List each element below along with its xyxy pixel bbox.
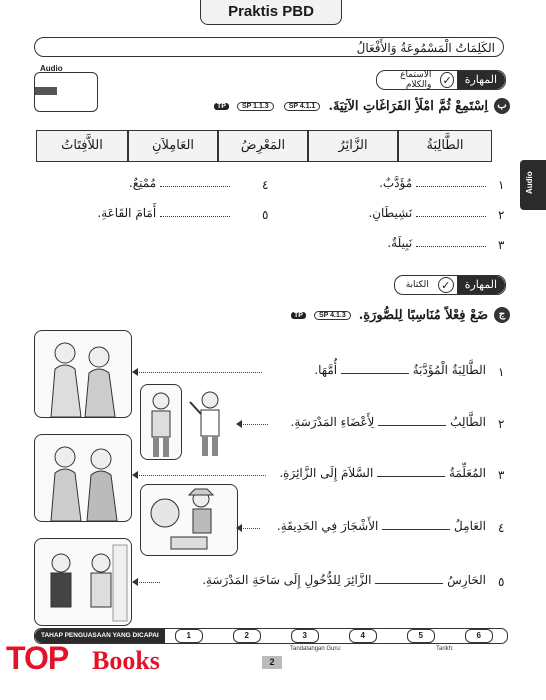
picture-guard [34,538,132,626]
sentence-item [314,363,486,377]
item-number: ١ [498,178,505,192]
audio-side-tab [520,160,546,210]
arrow-line [136,582,160,583]
sp-code: SP 4.1.1 [284,102,321,111]
gardener-illustration [141,485,237,555]
arrow-line [136,475,266,476]
teacher-illustration [35,435,131,521]
fill-item [129,176,230,190]
sentence-end: السَّلاَمَ إِلَى الزَّائِرَةِ. [279,466,374,480]
picture-gardener [140,484,238,556]
sentence-end: لِأَعْضَاءِ المَدْرَسَةِ. [290,415,375,429]
watermark-top: TOP [6,640,69,676]
arrow-icon [236,524,242,532]
sentence-start: المُعَلِّمَةُ [448,466,486,480]
instruction-c-text: ضَعْ فِعْلاً مُنَاسِبًا لِلصُّورَةِ. [358,307,488,323]
boy-waving-illustration [186,384,232,458]
instruction-b-text: اِسْتَمِعْ ثُمَّ امْلَأِ الفَرَاغَاتِ الآتِيَةَ. [328,98,488,114]
level-box[interactable]: 5 [407,629,435,643]
item-number: ٤ [498,521,505,535]
item-text: مُمْتِعٌ. [128,176,157,190]
topic-bar: الكَلِمَاتُ الْمَسْمُوعَةُ وَالأَفْعَالُ [34,37,504,57]
sp-code: SP 1.1.3 [237,102,274,111]
sentence-item [202,573,486,587]
side-tab-label: Audio [525,171,534,194]
skill-sub-label: الاستماع والكلام [400,70,432,90]
item-text: مُؤَدَّبٌ. [379,176,413,190]
section-letter-c: ج [494,307,510,323]
picture-boy-right [186,384,232,458]
word-bank-item: الزَّائِرُ [308,130,398,162]
item-text: نَشِيطَانِ. [368,206,413,220]
fill-item [97,206,230,220]
teacher-signature-label: Tandatangan Guru: [290,646,342,652]
arrow-line [240,424,268,425]
arrow-icon [132,368,138,376]
sentence-end: الزَّائِرَ لِلدُّخُولِ إِلَى سَاحَةِ المَدْرَسَةِ. [202,573,372,587]
blank-line[interactable] [377,476,445,477]
instruction-c [291,307,510,323]
blank-line[interactable] [382,529,450,530]
picture-boy-left [140,384,182,460]
audio-label: Audio [40,64,63,73]
instruction-b [214,98,510,114]
arrow-icon [236,420,242,428]
level-box[interactable]: 2 [233,629,261,643]
skill-sub-label: الكتابة [405,280,429,290]
sp-code: SP 4.1.3 [314,311,351,320]
sentence-start: الطَّالِبُ [450,415,486,429]
section-letter-b: ب [494,98,510,114]
skill-main-label: المهارة [457,71,505,89]
mastery-label: TAHAP PENGUASAAN YANG DICAPAI [35,629,165,643]
item-number: ٢ [498,417,505,431]
sentence-start: الطَّالِبَةُ الْمُؤَدَّبَةُ [412,363,486,377]
fill-item [379,176,486,190]
watermark-books: Books [92,646,160,675]
greeting-illustration [35,331,131,417]
sentence-start: الحَارِسُ [447,573,486,587]
audio-box[interactable] [34,72,98,112]
level-box[interactable]: 4 [349,629,377,643]
item-number: ٥ [498,575,505,589]
picture-teacher-greeting [34,434,132,522]
blank-line[interactable] [416,186,486,187]
sentence-end: أُمَّهَا. [314,363,338,377]
word-bank-item: العَامِلاَنِ [128,130,218,162]
fill-item [387,236,486,250]
tp-badge: TP [214,103,229,110]
blank-line[interactable] [160,186,230,187]
skill-main-label: المهارة [457,276,505,294]
mastery-bar [34,628,508,644]
item-number: ١ [498,365,505,379]
blank-line[interactable] [416,246,486,247]
boy-illustration [141,385,181,459]
arrow-line [240,528,260,529]
check-icon: ✓ [440,72,453,88]
blank-line[interactable] [416,216,486,217]
date-label: Tarikh: [436,646,454,652]
fill-item [368,206,486,220]
sentence-end: الأَشْجَارَ فِي الحَدِيقَةِ. [276,519,379,533]
item-text: نَبِيلَةٌ. [387,236,413,250]
blank-line[interactable] [375,583,443,584]
check-icon: ✓ [438,277,454,293]
arrow-line [136,372,262,373]
word-bank-item: اللاَّفِتَاتُ [36,130,128,162]
sentence-start: العَامِلُ [454,519,486,533]
level-box[interactable]: 3 [291,629,319,643]
blank-line[interactable] [160,216,230,217]
picture-student-greeting [34,330,132,418]
sentence-item [279,466,486,480]
level-box[interactable]: 1 [175,629,203,643]
arrow-icon [132,471,138,479]
page-number: 2 [262,656,282,669]
guard-illustration [35,539,131,625]
item-number: ٣ [498,468,505,482]
blank-line[interactable] [378,425,446,426]
skill-pill-listening [376,70,506,90]
tp-badge: TP [291,312,306,319]
item-number: ٤ [262,178,269,192]
skill-pill-writing [394,275,506,295]
item-number: ٢ [498,208,505,222]
arrow-icon [132,578,138,586]
item-number: ٥ [262,208,269,222]
sentence-item [277,519,486,533]
item-text: أَمَامَ القَاعَةِ. [97,206,157,220]
page-title: Praktis PBD [200,0,342,25]
level-box[interactable]: 6 [465,629,493,643]
blank-line[interactable] [341,373,409,374]
audio-marker [35,87,57,95]
word-bank-item: الطَّالِبَةُ [398,130,492,162]
item-number: ٣ [498,238,505,252]
word-bank-item: المَعْرِضُ [218,130,308,162]
sentence-item [291,415,486,429]
